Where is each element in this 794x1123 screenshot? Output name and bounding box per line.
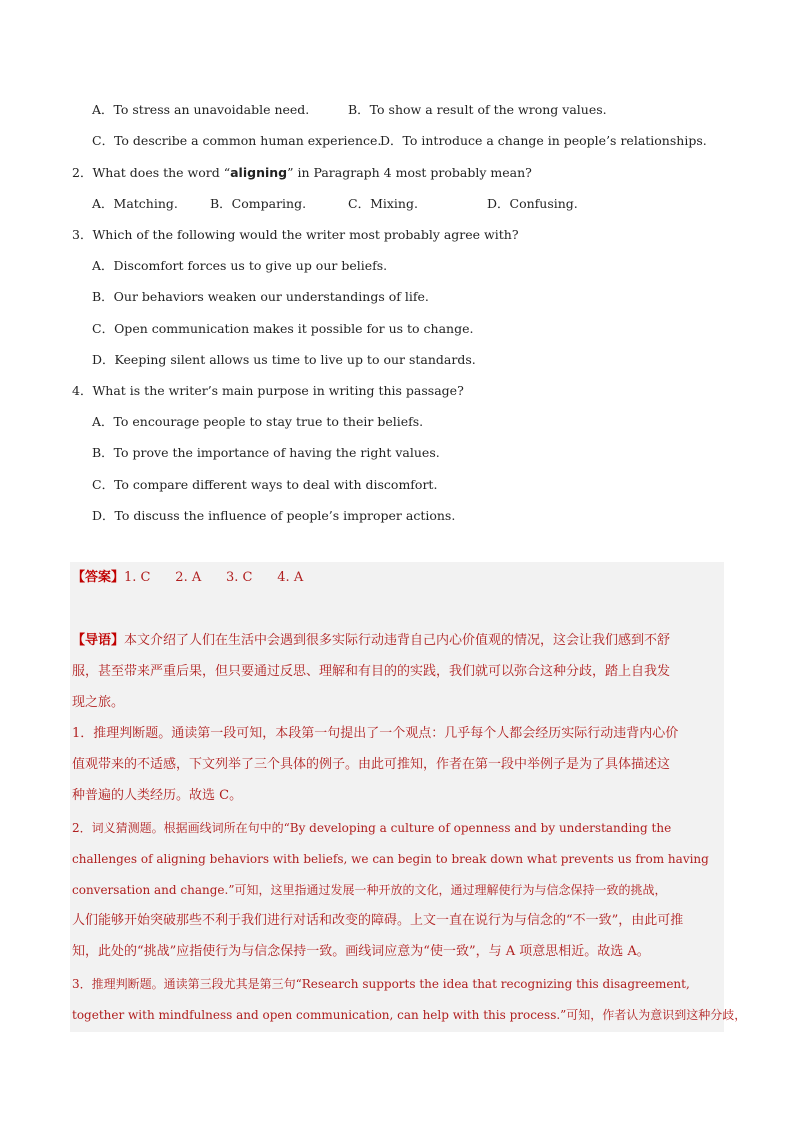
guide-label: 【导语】 [72, 633, 125, 648]
q3-option-c: C．Open communication makes it possible for us to change. [92, 321, 474, 336]
q2-stem-suffix: ” in Paragraph 4 most probably mean? [287, 165, 532, 180]
q4-option-d: D．To discuss the influence of people’s improper actions. [92, 508, 456, 523]
explanation-line: challenges of aligning behaviors with beliefs, we can begin to break down what prevents us from having [72, 852, 709, 866]
guide-text-1: 本文介绍了人们在生活中会遇到很多实际行动违背自己内心价值观的情况，这会让我们感到不舒 [124, 633, 671, 648]
q2-stem [72, 165, 532, 181]
guide-line-3: 现之旅。 [72, 695, 125, 710]
q3-stem: 3．Which of the following would the writer most probably agree with? [72, 227, 519, 242]
q3-option-d: D．Keeping silent allows us time to live up to our standards. [92, 352, 476, 367]
explanation-line: 1．推理判断题。通读第一段可知，本段第一句提出了一个观点：几乎每个人都会经历实际行动违背内心价 [72, 726, 679, 741]
q4-option-b: B．To prove the importance of having the right values. [92, 445, 440, 460]
q4-option-a: A．To encourage people to stay true to their beliefs. [92, 414, 424, 429]
explanation-line: 知，此处的“挑战”应指使行为与信念保持一致。画线词应意为“使一致”，与 A 项意思相近。故选 A。 [72, 944, 650, 959]
q2-stem-prefix: 2．What does the word “ [72, 165, 231, 180]
explanation-line: conversation and change.”可知，这里指通过发展一种开放的文化，通过理解使行为与信念保持一致的挑战， [72, 883, 667, 897]
q2-stem-keyword: aligning [230, 165, 288, 180]
q2-option-c: C．Mixing. [348, 196, 418, 211]
answer-keys: 1. C 2. A 3. C 4. A [124, 570, 304, 585]
guide-line-2: 服，甚至带来严重后果，但只要通过反思、理解和有目的的实践，我们就可以弥合这种分歧，踏上自我发 [72, 664, 671, 679]
answer-line [72, 569, 303, 587]
explanation-line: 2．词义猜测题。根据画线词所在句中的“By developing a culture of openness and by understanding the [72, 821, 672, 835]
q2-option-a: A．Matching. [92, 196, 178, 211]
q1-option-a: A．To stress an unavoidable need. [92, 102, 310, 117]
q3-option-b: B．Our behaviors weaken our understandings of life. [92, 289, 429, 304]
q2-option-b: B．Comparing. [210, 196, 307, 211]
q3-option-a: A．Discomfort forces us to give up our beliefs. [92, 258, 388, 273]
q1-option-c: C．To describe a common human experience. [92, 133, 382, 148]
q4-stem: 4．What is the writer’s main purpose in writing this passage? [72, 383, 464, 398]
q4-option-c: C．To compare different ways to deal with discomfort. [92, 477, 438, 492]
explanation-line: 种普遍的人类经历。故选 C。 [72, 788, 243, 803]
q2-option-d: D．Confusing. [487, 196, 578, 211]
explanation-line: 人们能够开始突破那些不利于我们进行对话和改变的障碍。上文一直在说行为与信念的“不一致”，由此可推 [72, 913, 684, 928]
q1-option-b: B．To show a result of the wrong values. [348, 102, 607, 117]
guide-line-1 [72, 632, 670, 650]
answer-label: 【答案】 [72, 570, 125, 585]
explanation-line: 值观带来的不适感，下文列举了三个具体的例子。由此可推知，作者在第一段中举例子是为了具体描述这 [72, 757, 671, 772]
q1-option-d: D．To introduce a change in people’s relationships. [380, 133, 707, 148]
explanation-line: together with mindfulness and open communication, can help with this process.”可知，作者认为意识到这种分歧， [72, 1008, 747, 1022]
explanation-line: 3．推理判断题。通读第三段尤其是第三句“Research supports the idea that recognizing this disagreement, [72, 977, 690, 991]
